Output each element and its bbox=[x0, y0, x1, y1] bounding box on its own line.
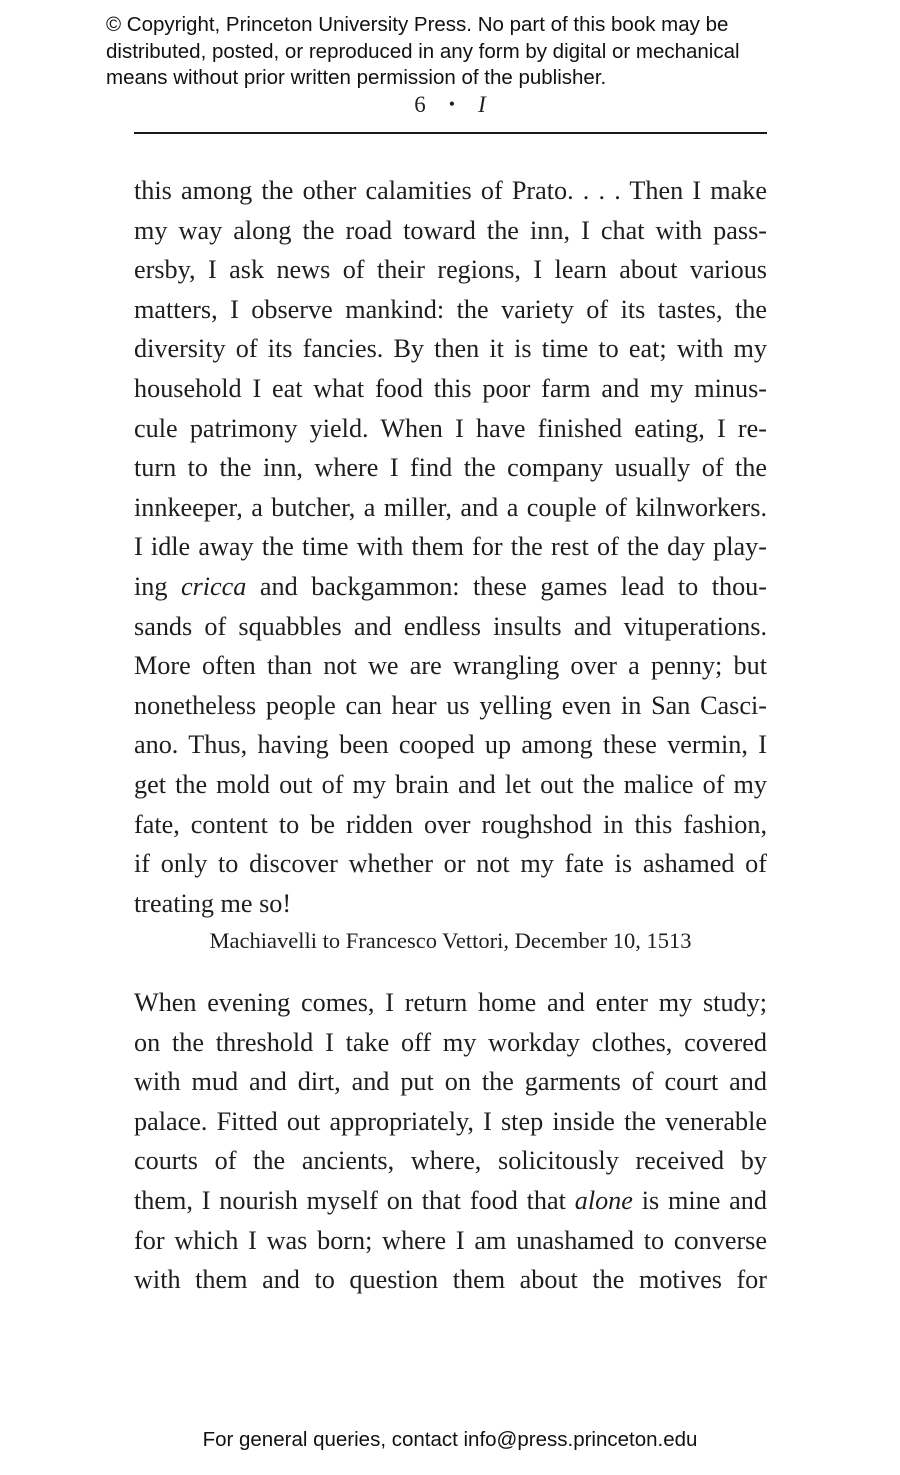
text-line: I idle away the time with them for the rest of the day play- bbox=[134, 532, 767, 562]
text-line: matters, I observe mankind: the variety of its tastes, the bbox=[134, 294, 767, 324]
text-line bbox=[134, 567, 767, 607]
text-line: diversity of its fancies. By then it is time to eat; with my bbox=[134, 334, 767, 364]
text-line: turn to the inn, where I find the company usually of the bbox=[134, 453, 767, 483]
text-line: cule patrimony yield. When I have finished eating, I re- bbox=[134, 413, 767, 443]
text-line: courts of the ancients, where, solicitously received by bbox=[134, 1146, 767, 1176]
text-line: fate, content to be ridden over roughshod in this fashion, bbox=[134, 809, 767, 839]
copyright-line: © Copyright, Princeton University Press. No part of this book may be bbox=[106, 13, 729, 36]
copyright-line: means without prior written permission of the publisher. bbox=[106, 66, 607, 89]
text-line: When evening comes, I return home and enter my study; bbox=[134, 988, 767, 1017]
running-head bbox=[134, 92, 767, 118]
text-line: with them and to question them about the motives for bbox=[134, 1265, 767, 1295]
page-number: 6 bbox=[414, 92, 427, 117]
footer-contact: For general queries, contact info@press.princeton.edu bbox=[202, 1428, 698, 1451]
copyright-line: distributed, posted, or reproduced in any form by digital or mechanical bbox=[106, 39, 740, 63]
letter-passage bbox=[134, 171, 767, 923]
text-segment: is mine and bbox=[632, 1185, 767, 1215]
text-line: this among the other calamities of Prato. . . . Then I make bbox=[134, 176, 767, 205]
text-line: palace. Fitted out appropriately, I step inside the venerable bbox=[134, 1106, 767, 1136]
running-head-separator: • bbox=[448, 94, 457, 114]
text-line: treating me so! bbox=[134, 888, 292, 918]
text-line: nonetheless people can hear us yelling even in San Casci- bbox=[134, 690, 767, 720]
copyright-notice bbox=[106, 12, 806, 92]
text-line: innkeeper, a butcher, a miller, and a couple of kilnworkers. bbox=[134, 492, 767, 522]
text-line: on the threshold I take off my workday clothes, covered bbox=[134, 1027, 767, 1057]
header-rule bbox=[134, 132, 767, 134]
italic-term: alone bbox=[574, 1185, 633, 1215]
text-line: with mud and dirt, and put on the garments of court and bbox=[134, 1067, 767, 1097]
text-line: for which I was born; where I am unashamed to converse bbox=[134, 1225, 767, 1255]
text-line: my way along the road toward the inn, I chat with pass- bbox=[134, 215, 767, 245]
text-line: ersby, I ask news of their regions, I learn about various bbox=[134, 255, 767, 285]
text-line: sands of squabbles and endless insults and vituperations. bbox=[134, 611, 767, 641]
text-line: if only to discover whether or not my fate is ashamed of bbox=[134, 849, 767, 879]
text-segment: them, I nourish myself on that food that bbox=[134, 1185, 575, 1215]
italic-term: cricca bbox=[180, 571, 247, 601]
text-segment: ing bbox=[134, 571, 181, 601]
text-line bbox=[134, 1181, 767, 1221]
text-line: household I eat what food this poor farm and my minus- bbox=[134, 373, 767, 403]
main-passage bbox=[134, 983, 767, 1300]
text-line: get the mold out of my brain and let out the malice of my bbox=[134, 769, 767, 799]
letter-attribution: Machiavelli to Francesco Vettori, December 10, 1513 bbox=[209, 928, 692, 953]
chapter-number: I bbox=[478, 92, 487, 117]
text-line: ano. Thus, having been cooped up among these vermin, I bbox=[134, 730, 767, 760]
text-line: More often than not we are wrangling over a penny; but bbox=[134, 651, 767, 681]
text-segment: and backgammon: these games lead to thou- bbox=[246, 571, 768, 601]
